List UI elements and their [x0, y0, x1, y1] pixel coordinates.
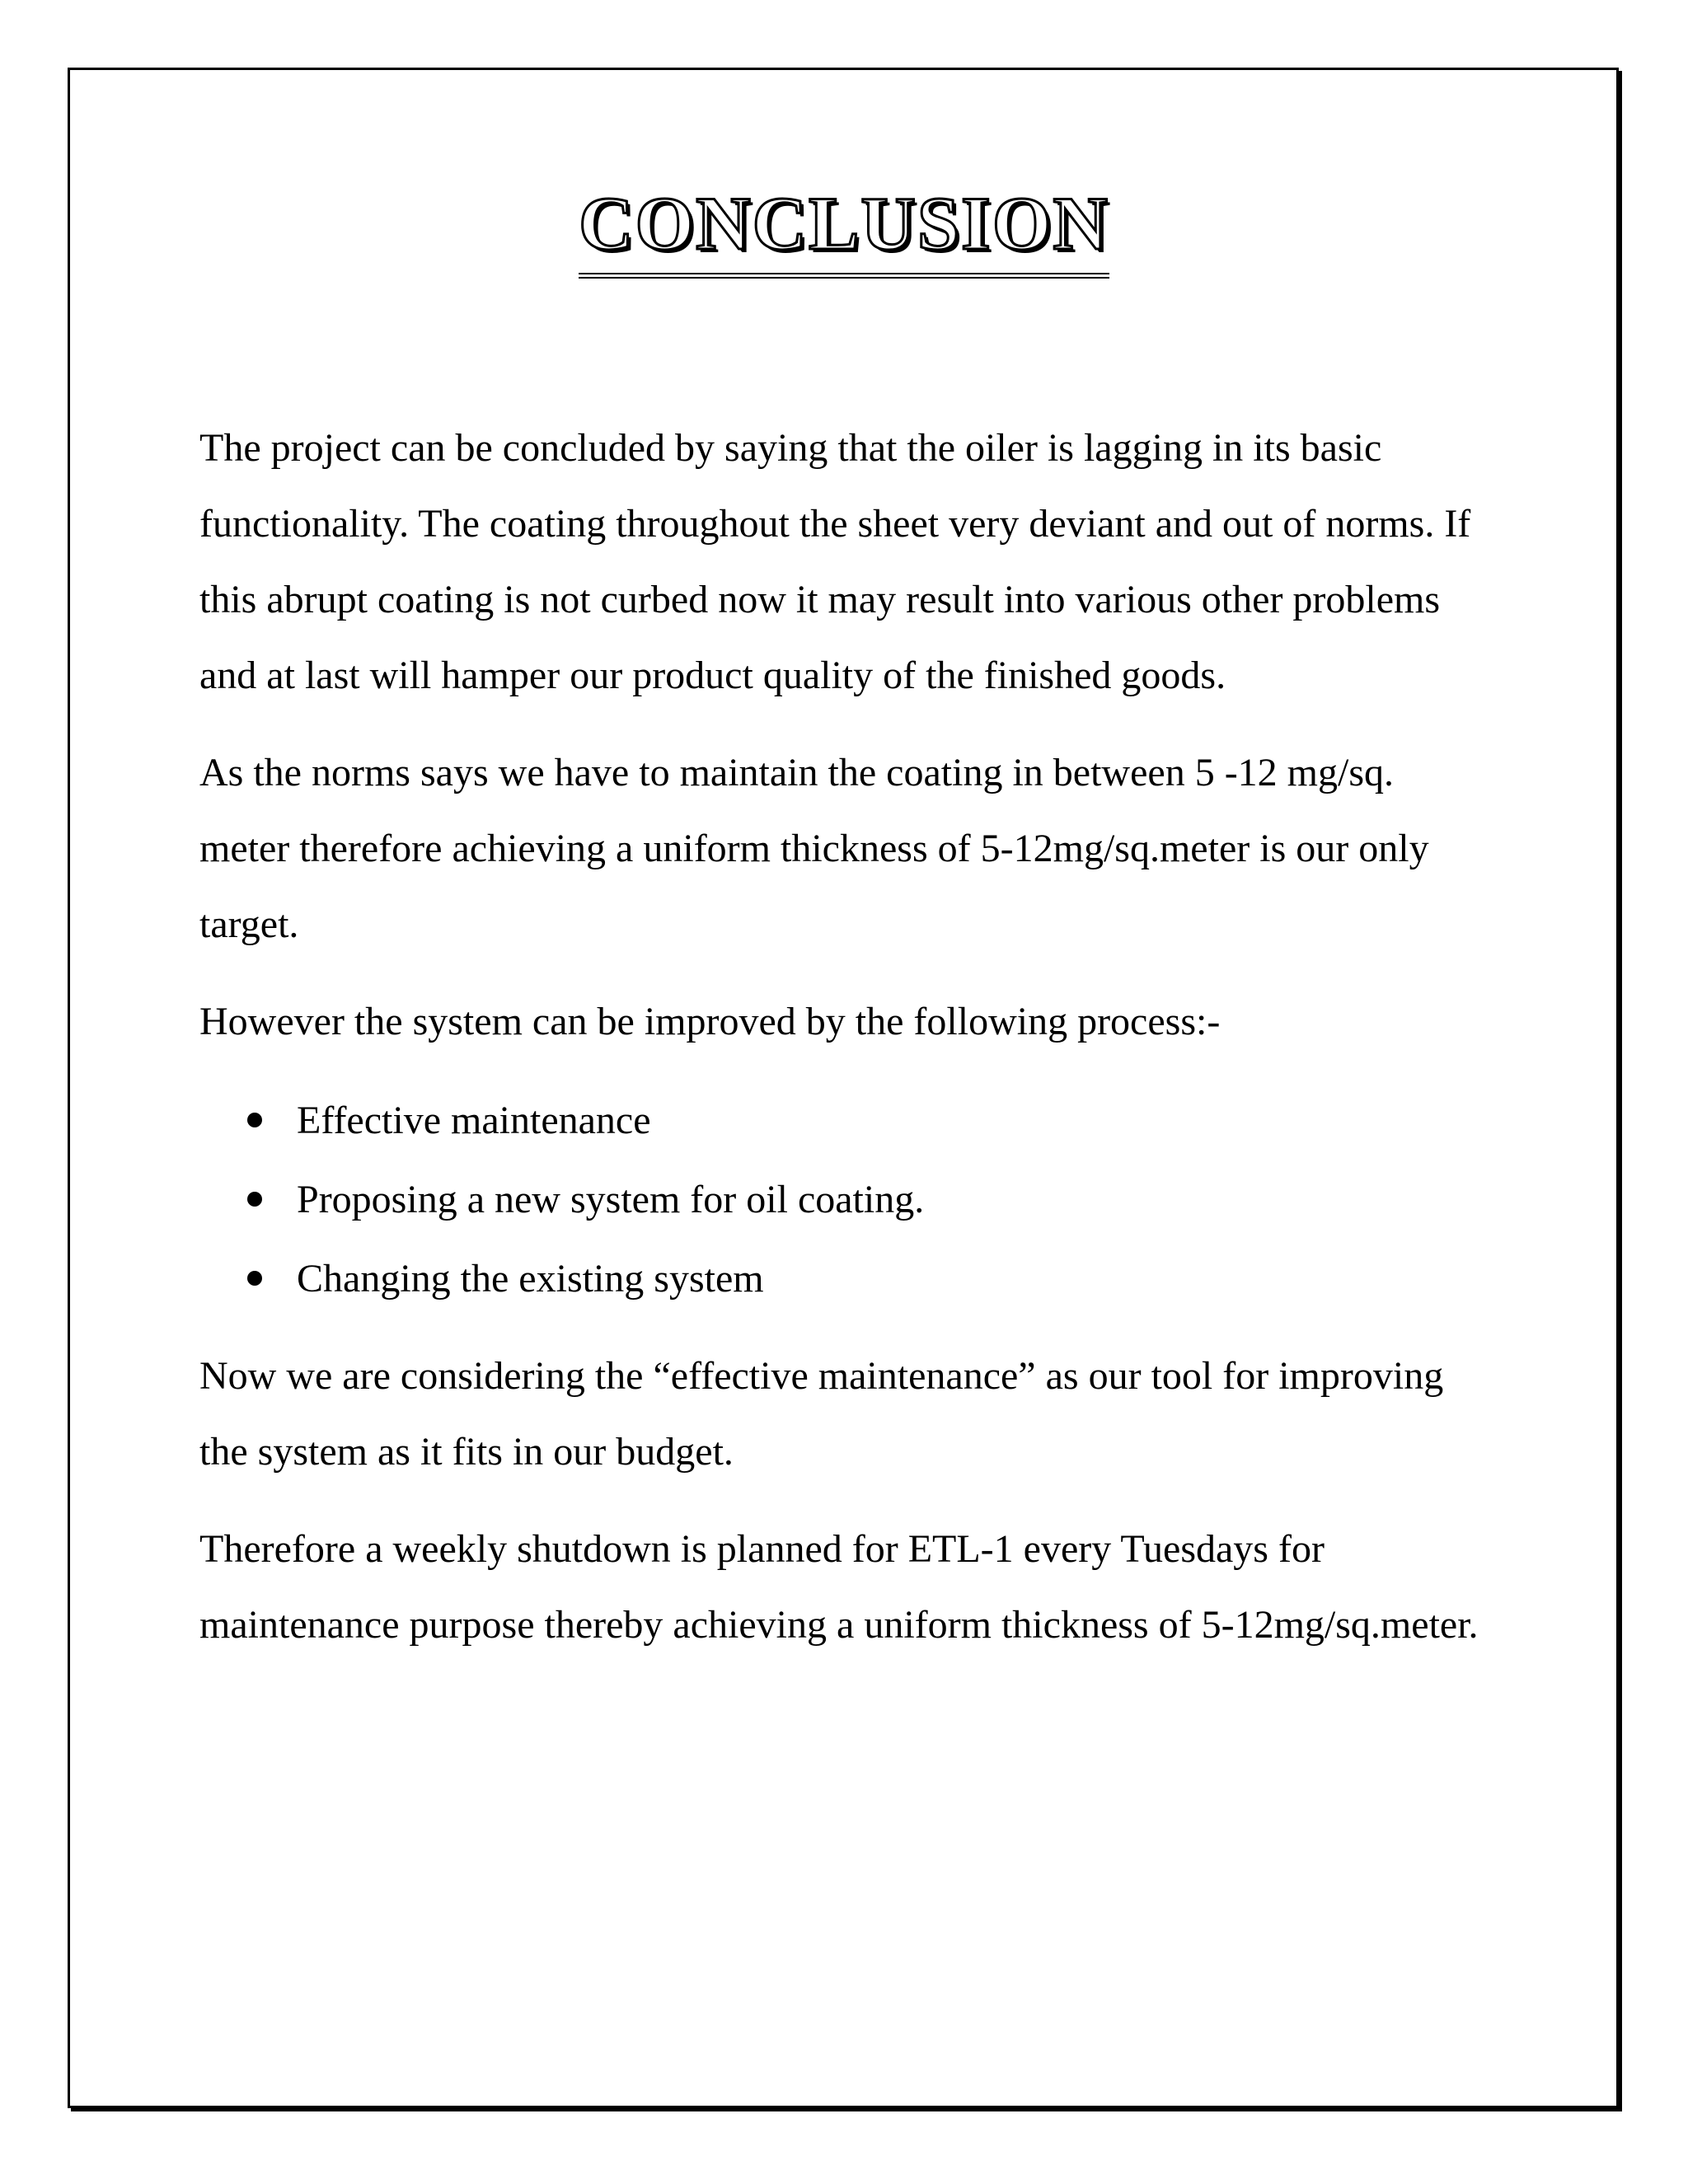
paragraph-norms: As the norms says we have to maintain the coating in between 5 -12 mg/sq. meter therefore achieving a uniform thickness of 5-12mg/sq.meter is our only target. — [199, 751, 1429, 946]
list-item-text: Proposing a new system for oil coating. — [297, 1178, 925, 1221]
list-item — [199, 1081, 1485, 1160]
bullet-icon — [247, 1113, 262, 1127]
page-title: CONCLUSION — [579, 185, 1109, 279]
paragraph-summary: The project can be concluded by saying that the oiler is lagging in its basic functionality. The coating throughout the sheet very deviant and out of norms. If this abrupt coating is not curbed now it may result into various other problems and at last will hamper our product quality of the finished goods. — [199, 426, 1471, 697]
list-item — [199, 1240, 1485, 1319]
improvement-list — [199, 1081, 1485, 1319]
bullet-icon — [247, 1271, 262, 1286]
paragraph-chosen-tool: Now we are considering the “effective maintenance” as our tool for improving the system as it fits in our budget. — [199, 1354, 1444, 1474]
paragraph-shutdown-plan: Therefore a weekly shutdown is planned for ETL-1 every Tuesdays for maintenance purpose thereby achieving a uniform thickness of 5-12mg/sq.meter. — [199, 1527, 1479, 1647]
list-item — [199, 1160, 1485, 1240]
document-body — [199, 410, 1485, 1685]
title-container — [0, 181, 1688, 279]
list-item-text: Effective maintenance — [297, 1099, 651, 1142]
list-item-text: Changing the existing system — [297, 1257, 764, 1301]
paragraph-improvement-intro: However the system can be improved by the following process:- — [199, 1000, 1221, 1043]
bullet-icon — [247, 1192, 262, 1207]
